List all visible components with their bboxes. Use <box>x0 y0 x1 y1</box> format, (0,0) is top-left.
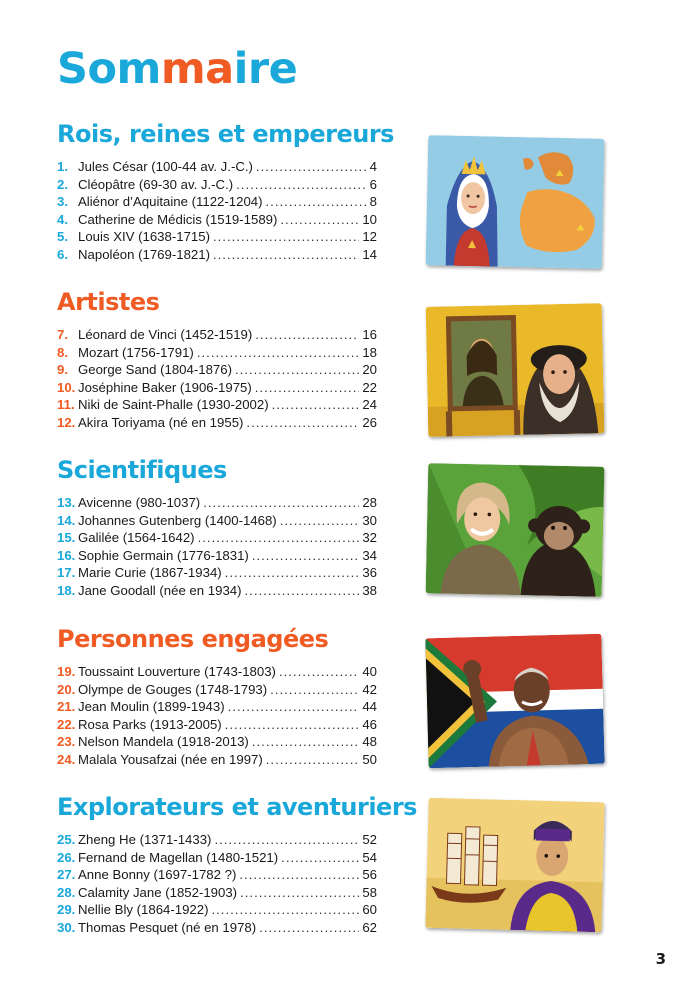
toc-section <box>57 793 417 937</box>
entry-title: Avicenne (980-1037) <box>78 495 201 510</box>
entry-number: 14. <box>57 512 76 528</box>
page-number: 3 <box>655 950 666 968</box>
entry-page-number: 26 <box>362 414 377 430</box>
dot-leader <box>225 564 360 582</box>
entry-page-number: 22 <box>362 379 377 395</box>
dot-leader <box>266 193 367 211</box>
dot-leader <box>272 396 360 414</box>
entry-page-number: 18 <box>362 344 377 360</box>
dot-leader <box>225 716 360 734</box>
entry-page-number: 40 <box>362 664 377 679</box>
entry-number: 30. <box>57 919 76 935</box>
entry-number: 17. <box>57 565 76 581</box>
dot-leader <box>245 582 360 600</box>
entry-page-number: 60 <box>362 902 377 918</box>
toc-entry[interactable] <box>57 751 377 769</box>
entry-title: Léonard de Vinci (1452-1519) <box>78 327 253 342</box>
entry-page-number: 14 <box>362 246 377 262</box>
toc-entry[interactable] <box>57 564 377 582</box>
dot-leader <box>280 512 360 530</box>
dot-leader <box>203 494 359 512</box>
entry-number: 20. <box>57 681 76 697</box>
entry-title: Mozart (1756-1791) <box>78 344 194 360</box>
toc-entry[interactable] <box>57 849 377 867</box>
toc-entry[interactable] <box>57 512 377 530</box>
entry-number: 24. <box>57 751 76 767</box>
toc-section <box>57 627 377 769</box>
toc-entry[interactable] <box>57 698 377 716</box>
entry-page-number: 46 <box>362 716 377 732</box>
toc-entry[interactable] <box>57 901 377 919</box>
toc-entry[interactable] <box>57 716 377 734</box>
toc-entry[interactable] <box>57 246 377 264</box>
entry-number: 7. <box>57 327 68 342</box>
entry-number: 5. <box>57 229 68 245</box>
toc-entry-list <box>57 326 377 432</box>
toc-entry[interactable] <box>57 919 377 937</box>
dot-leader <box>266 751 360 769</box>
toc-entry[interactable] <box>57 414 377 432</box>
queen-with-map-illustration <box>426 135 605 269</box>
entry-title: Niki de Saint-Phalle (1930-2002) <box>78 397 269 413</box>
toc-section <box>57 290 377 432</box>
entry-number: 8. <box>57 344 68 360</box>
dot-leader <box>198 529 360 547</box>
dot-leader <box>228 698 360 716</box>
toc-entry[interactable] <box>57 681 377 699</box>
dot-leader <box>281 849 359 867</box>
dot-leader <box>236 176 367 194</box>
entry-page-number: 16 <box>362 327 377 342</box>
entry-page-number: 48 <box>362 734 377 750</box>
entry-number: 19. <box>57 664 76 679</box>
entry-number: 12. <box>57 414 76 430</box>
entry-page-number: 30 <box>362 512 377 528</box>
toc-entry[interactable] <box>57 344 377 362</box>
nelson-mandela-flag-illustration <box>425 634 604 769</box>
toc-entry[interactable] <box>57 396 377 414</box>
entry-number: 22. <box>57 716 76 732</box>
entry-page-number: 8 <box>369 194 377 210</box>
entry-number: 3. <box>57 194 68 210</box>
entry-page-number: 36 <box>362 565 377 581</box>
mona-lisa-leonardo-illustration <box>426 303 605 437</box>
entry-page-number: 10 <box>362 211 377 227</box>
dot-leader <box>279 663 359 681</box>
entry-page-number: 52 <box>362 832 377 847</box>
toc-entry[interactable] <box>57 176 377 194</box>
toc-entry[interactable] <box>57 663 377 681</box>
dot-leader <box>246 414 359 432</box>
dot-leader <box>280 211 359 229</box>
entry-number: 10. <box>57 379 76 395</box>
entry-number: 23. <box>57 734 76 750</box>
toc-entry[interactable] <box>57 379 377 397</box>
page-title <box>57 44 298 94</box>
title-part-1: Som <box>57 44 161 94</box>
toc-entry[interactable] <box>57 831 377 849</box>
toc-entry[interactable] <box>57 582 377 600</box>
entry-number: 4. <box>57 211 68 227</box>
entry-title: Anne Bonny (1697-1782 ?) <box>78 867 237 883</box>
dot-leader <box>252 547 360 565</box>
entry-page-number: 56 <box>362 867 377 883</box>
entry-page-number: 50 <box>362 751 377 767</box>
entry-title: Akira Toriyama (né en 1955) <box>78 414 244 430</box>
entry-number: 9. <box>57 362 68 378</box>
dot-leader <box>252 733 360 751</box>
entry-number: 11. <box>57 397 75 413</box>
dot-leader <box>255 379 360 397</box>
entry-title: Jules César (100-44 av. J.-C.) <box>78 159 253 174</box>
entry-number: 18. <box>57 582 76 598</box>
toc-entry[interactable] <box>57 361 377 379</box>
section-heading: Rois, reines et empereurs <box>57 120 394 148</box>
toc-entry[interactable] <box>57 193 377 211</box>
entry-title: Catherine de Médicis (1519-1589) <box>78 211 278 227</box>
entry-page-number: 62 <box>362 919 377 935</box>
toc-entry[interactable] <box>57 158 377 176</box>
dot-leader <box>197 344 360 362</box>
dot-leader <box>259 919 359 937</box>
entry-title: Sophie Germain (1776-1831) <box>78 547 249 563</box>
dot-leader <box>211 901 359 919</box>
entry-title: Jean Moulin (1899-1943) <box>78 699 225 715</box>
entry-number: 26. <box>57 849 76 865</box>
entry-title: Marie Curie (1867-1934) <box>78 565 222 581</box>
entry-title: Aliénor d’Aquitaine (1122-1204) <box>78 194 263 210</box>
entry-page-number: 54 <box>362 849 377 865</box>
entry-page-number: 58 <box>362 884 377 900</box>
toc-entry-list <box>57 158 377 264</box>
entry-number: 16. <box>57 547 76 563</box>
entry-title: Johannes Gutenberg (1400-1468) <box>78 512 277 528</box>
entry-page-number: 24 <box>362 397 377 413</box>
dot-leader <box>255 326 359 344</box>
toc-entry[interactable] <box>57 529 377 547</box>
toc-entry[interactable] <box>57 884 377 902</box>
entry-title: George Sand (1804-1876) <box>78 362 232 378</box>
entry-number: 29. <box>57 902 76 918</box>
toc-entry[interactable] <box>57 733 377 751</box>
entry-title: Malala Yousafzai (née en 1997) <box>78 751 263 767</box>
entry-number: 25. <box>57 832 76 847</box>
section-heading: Scientifiques <box>57 456 227 484</box>
entry-page-number: 28 <box>362 495 377 510</box>
entry-number: 27. <box>57 867 76 883</box>
entry-page-number: 20 <box>362 362 377 378</box>
dot-leader <box>256 158 367 176</box>
entry-number: 28. <box>57 884 76 900</box>
entry-number: 15. <box>57 530 76 546</box>
entry-title: Toussaint Louverture (1743-1803) <box>78 664 276 679</box>
entry-title: Fernand de Magellan (1480-1521) <box>78 849 279 865</box>
entry-title: Olympe de Gouges (1748-1793) <box>78 681 268 697</box>
entry-page-number: 44 <box>362 699 377 715</box>
jane-goodall-chimpanzee-illustration <box>426 463 605 597</box>
toc-entry-list <box>57 831 377 937</box>
toc-entry[interactable] <box>57 211 377 229</box>
entry-title: Cléopâtre (69-30 av. J.-C.) <box>78 176 234 192</box>
entry-page-number: 42 <box>362 681 377 697</box>
entry-number: 6. <box>57 246 68 262</box>
dot-leader <box>239 866 359 884</box>
entry-page-number: 34 <box>362 547 377 563</box>
section-heading: Personnes engagées <box>57 625 329 653</box>
section-heading: Explorateurs et aventuriers <box>57 793 417 821</box>
entry-title: Napoléon (1769-1821) <box>78 246 210 262</box>
zheng-he-ship-illustration <box>425 798 604 933</box>
entry-title: Joséphine Baker (1906-1975) <box>78 379 252 395</box>
title-part-3: ire <box>233 44 298 94</box>
entry-number: 2. <box>57 176 68 192</box>
toc-section <box>57 120 394 264</box>
entry-number: 1. <box>57 159 68 174</box>
toc-entry[interactable] <box>57 228 377 246</box>
entry-title: Nelson Mandela (1918-2013) <box>78 734 249 750</box>
entry-page-number: 4 <box>369 159 377 174</box>
entry-page-number: 32 <box>362 530 377 546</box>
dot-leader <box>240 884 359 902</box>
entry-title: Calamity Jane (1852-1903) <box>78 884 238 900</box>
toc-entry[interactable] <box>57 547 377 565</box>
entry-title: Rosa Parks (1913-2005) <box>78 716 222 732</box>
dot-leader <box>213 246 359 264</box>
section-heading: Artistes <box>57 288 160 316</box>
entry-page-number: 12 <box>362 229 377 245</box>
entry-title: Thomas Pesquet (né en 1978) <box>78 919 257 935</box>
entry-title: Nellie Bly (1864-1922) <box>78 902 209 918</box>
entry-page-number: 38 <box>362 582 377 598</box>
entry-title: Louis XIV (1638-1715) <box>78 229 210 245</box>
toc-entry[interactable] <box>57 494 377 512</box>
entry-number: 13. <box>57 495 76 510</box>
title-part-2: ma <box>160 44 234 94</box>
toc-entry-list <box>57 663 377 769</box>
entry-title: Zheng He (1371-1433) <box>78 832 212 847</box>
toc-entry[interactable] <box>57 326 377 344</box>
toc-section <box>57 458 377 600</box>
entry-title: Jane Goodall (née en 1934) <box>78 582 242 598</box>
dot-leader <box>270 681 359 699</box>
toc-entry[interactable] <box>57 866 377 884</box>
dot-leader <box>213 228 359 246</box>
entry-number: 21. <box>57 699 76 715</box>
dot-leader <box>214 831 359 849</box>
dot-leader <box>235 361 359 379</box>
entry-page-number: 6 <box>369 176 377 192</box>
entry-title: Galilée (1564-1642) <box>78 530 195 546</box>
toc-entry-list <box>57 494 377 600</box>
